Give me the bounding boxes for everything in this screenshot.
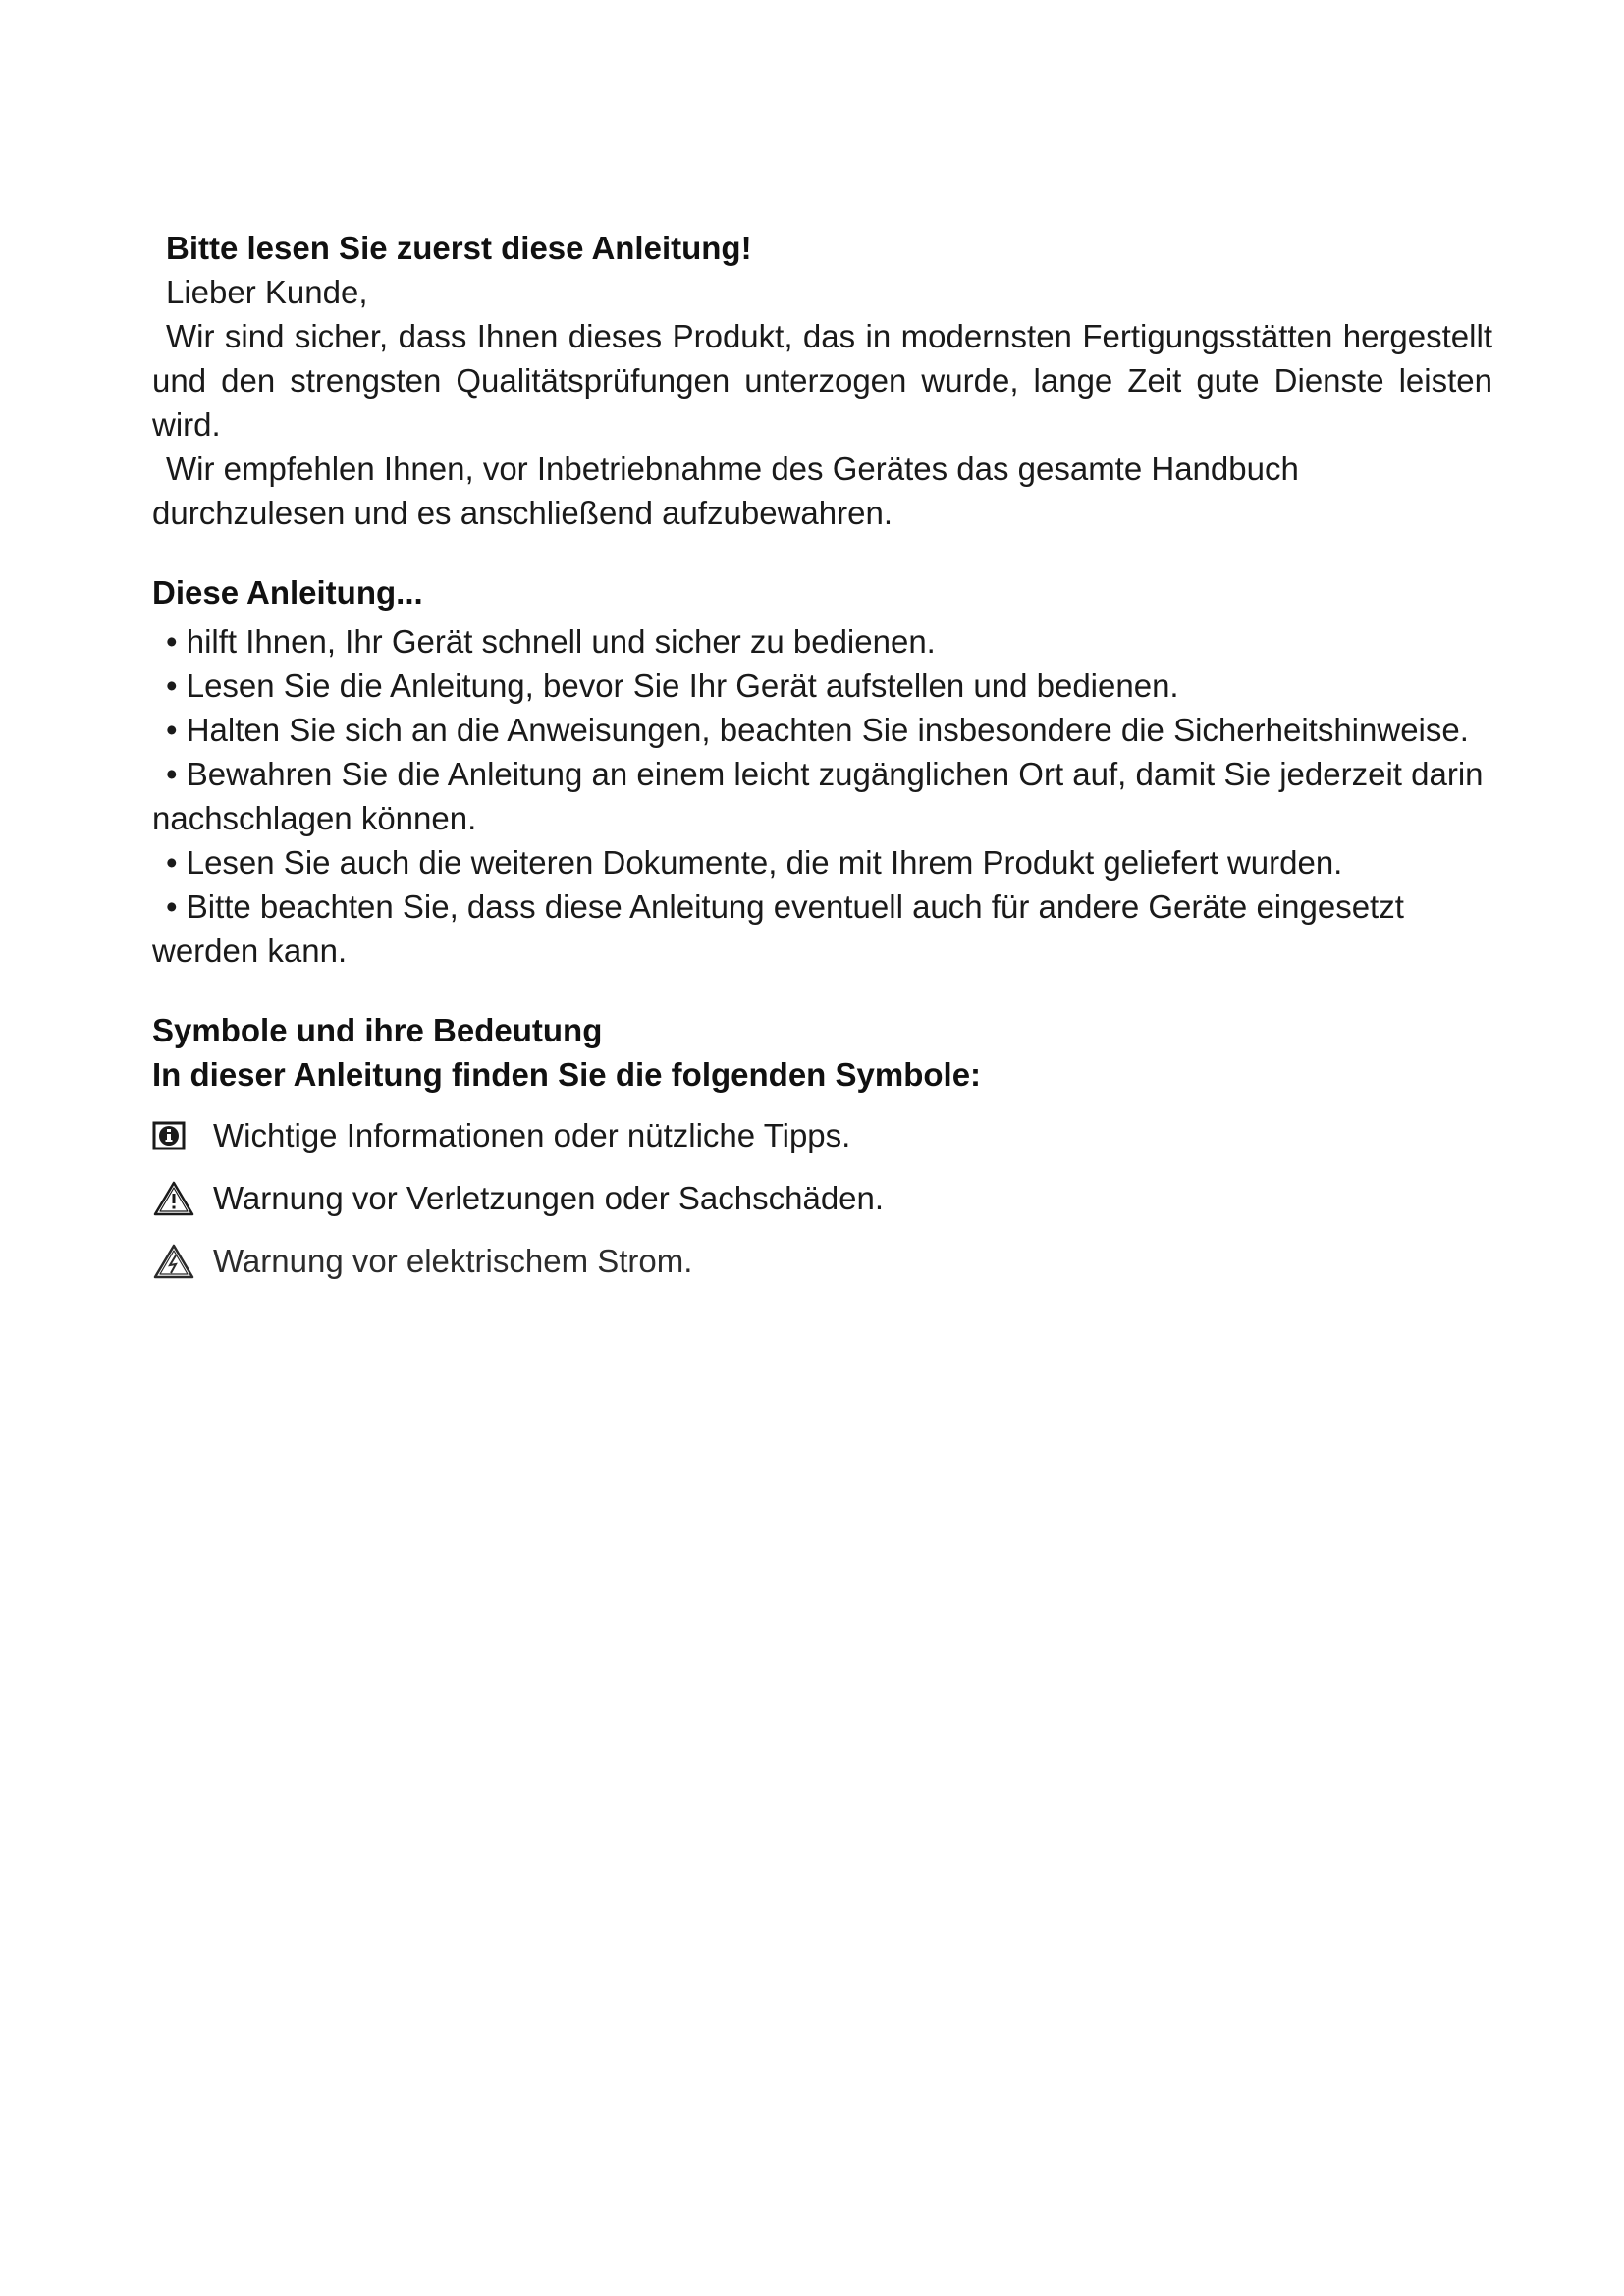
info-icon bbox=[152, 1116, 201, 1155]
symbol-electric-text: Warnung vor elektrischem Strom. bbox=[213, 1243, 693, 1279]
intro-paragraph-2: Wir empfehlen Ihnen, vor Inbetriebnahme des Gerätes das gesamte Handbuch durchzulesen und es anschließend aufzubewahren. bbox=[152, 451, 1299, 531]
list-item: • Halten Sie sich an die Anweisungen, beachten Sie insbesondere die Sicherheitshinweise. bbox=[166, 712, 1469, 748]
symbol-warning-text: Warnung vor Verletzungen oder Sachschäden. bbox=[213, 1180, 885, 1216]
symbols-section-subtitle: In dieser Anleitung finden Sie die folgenden Symbole: bbox=[152, 1056, 982, 1093]
warning-triangle-icon bbox=[152, 1179, 201, 1218]
list-item: • Bewahren Sie die Anleitung an einem leicht zugänglichen Ort auf, damit Sie jederzeit darin nachschlagen können. bbox=[152, 756, 1484, 836]
list-item: • Lesen Sie die Anleitung, bevor Sie Ihr Gerät aufstellen und bedienen. bbox=[166, 667, 1179, 704]
symbol-row-warning bbox=[152, 1167, 1492, 1230]
symbol-info-text: Wichtige Informationen oder nützliche Tipps. bbox=[213, 1117, 851, 1153]
document-page bbox=[152, 226, 1492, 1293]
manual-bullet-list bbox=[152, 619, 1492, 973]
greeting: Lieber Kunde, bbox=[166, 274, 368, 310]
list-item: • hilft Ihnen, Ihr Gerät schnell und sicher zu bedienen. bbox=[166, 623, 936, 660]
symbols-section-title: Symbole und ihre Bedeutung bbox=[152, 1012, 603, 1048]
list-item: • Bitte beachten Sie, dass diese Anleitung eventuell auch für andere Geräte eingesetzt werden kann. bbox=[152, 888, 1404, 969]
intro-title: Bitte lesen Sie zuerst diese Anleitung! bbox=[166, 230, 752, 266]
symbol-row-info bbox=[152, 1104, 1492, 1167]
list-item: • Lesen Sie auch die weiteren Dokumente, die mit Ihrem Produkt geliefert wurden. bbox=[166, 844, 1343, 881]
manual-section-title: Diese Anleitung... bbox=[152, 574, 423, 611]
symbol-list bbox=[152, 1104, 1492, 1293]
symbol-row-electric bbox=[152, 1230, 1492, 1293]
electric-warning-icon bbox=[152, 1242, 201, 1281]
intro-paragraph-1: Wir sind sicher, dass Ihnen dieses Produkt, das in modernsten Fertigungsstätten hergestellt und den strengsten Qualitätsprüfungen unterzogen wurde, lange Zeit gute Dienste leisten wird. bbox=[152, 318, 1492, 443]
